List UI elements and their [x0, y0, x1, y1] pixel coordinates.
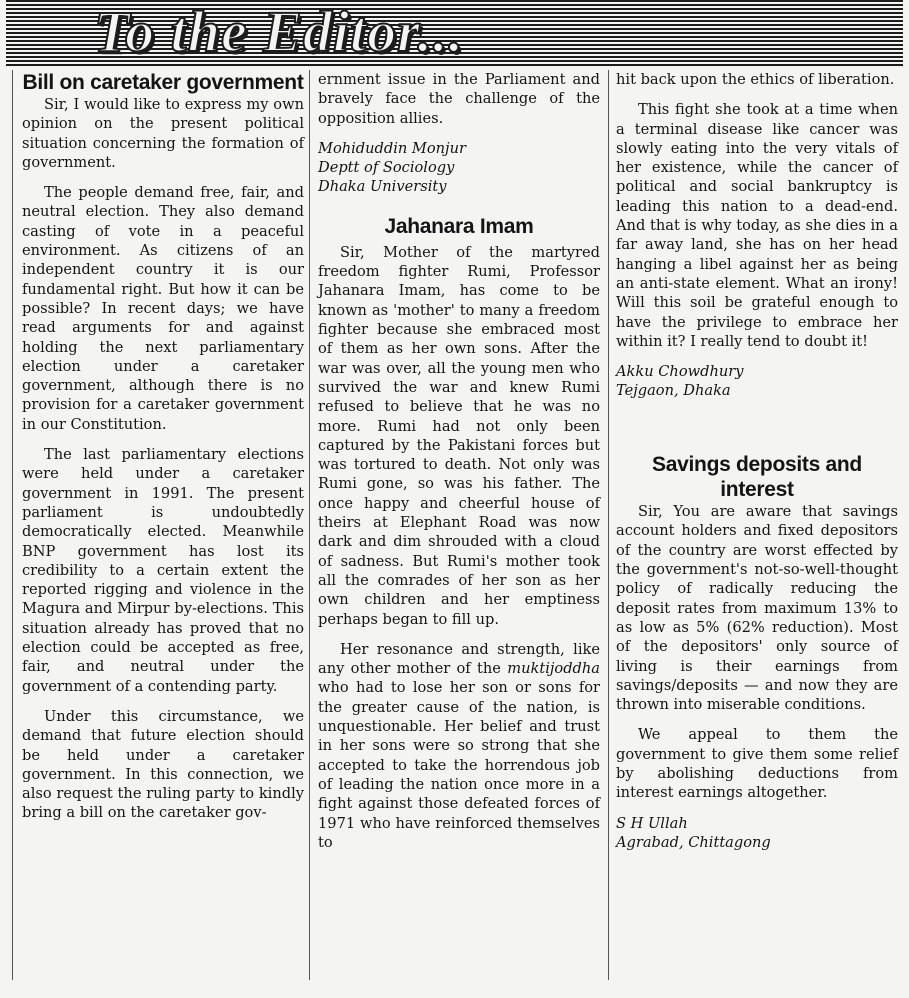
text-run: who had to lose her son or sons for the greater cause of the nation, is unquestionable. Her belief and trust in her sons were so strong that she accepted to take the horrendous job of leading the nation once more in a fight against those defeated forces of 1971 who have reinforced themselves to: [318, 679, 600, 851]
letter-heading: Savings deposits and interest: [652, 453, 862, 502]
signature-name: S H Ullah: [616, 814, 688, 832]
letter-paragraph: Under this circumstance, we demand that future election should be held under a caretaker government. In this connection, we also request the ruling party to kindly bring a bill on the caretaker gov-: [22, 707, 304, 822]
letter-signature: [616, 814, 898, 852]
section-title: To the Editor...: [94, 0, 465, 64]
letter-heading: Bill on caretaker government: [22, 71, 304, 94]
letter-paragraph: We appeal to them the government to give them some relief by abolishing deductions from interest earnings altogether.: [616, 726, 898, 802]
letter-signature: [318, 139, 600, 196]
signature-name: Akku Chowdhury: [616, 363, 744, 381]
emphasis-word: muktijoddha: [507, 660, 600, 678]
letter-paragraph: [318, 640, 600, 852]
signature-line: Agrabad, Chittagong: [616, 833, 771, 851]
column-1: [22, 70, 304, 834]
letter-paragraph-continued: hit back upon the ethics of liberation.: [616, 71, 895, 88]
letter-paragraph: The people demand free, fair, and neutral election. They also demand casting of vote in a peaceful environment. As citizens of an independent country it is our fundamental right. But how it can be possible? In recent days; we have read arguments for and against holding the next parliamentary election under a caretaker government, although there is no provision for a caretaker government in our Constitution.: [22, 184, 304, 433]
signature-line: Tejgaon, Dhaka: [616, 382, 731, 400]
column-2: [318, 70, 600, 863]
column-3: [616, 70, 898, 852]
signature-line: Deptt of Sociology: [318, 158, 455, 176]
signature-name: Mohiduddin Monjur: [318, 139, 466, 157]
letter-heading: Jahanara Imam: [384, 214, 534, 238]
column-rule: [12, 70, 13, 980]
letter-signature: [616, 362, 898, 400]
column-rule: [608, 70, 609, 980]
text-run: Her resonance and strength, like any other mother of the: [318, 640, 600, 678]
column-rule: [309, 70, 310, 980]
letter-paragraph: Sir, You are aware that savings account holders and fixed depositors of the country are worst effected by the government's not-so-well-thought policy of radically reducing the deposit rates from maximum 13% to as low as 5% (62% reduction). Most of the depositors' only source of living is their earnings from savings/deposits — and now they are thrown into miserable conditions.: [616, 503, 898, 714]
letter-paragraph-continued: ernment issue in the Parliament and bravely face the challenge of the opposition allies.: [318, 71, 600, 127]
letter-paragraph: This fight she took at a time when a terminal disease like cancer was slowly eating into the very vitals of her existence, while the cancer of political and social bankruptcy is leading this nation to a dead-end. And that is why today, as she dies in a far away land, she has on her head hanging a libel against her as being an anti-state element. What an irony! Will this soil be grateful enough to have the privilege to embrace her within it? I really tend to doubt it!: [616, 101, 898, 350]
signature-line: Dhaka University: [318, 177, 447, 195]
letter-paragraph: Sir, Mother of the martyred freedom fighter Rumi, Professor Jahanara Imam, has come to be known as 'mother' to many a freedom fighter because she embraced most of them as her own sons. After the war was over, all the young men who survived the war and knew Rumi refused to believe that he was no more. Rumi had not only been captured by the Pakistani forces but was tortured to death. Not only was Rumi gone, so was his father. The once happy and cheerful house of theirs at Elephant Road was now dark and dim shrouded with a cloud of sadness. But Rumi's mother took all the comrades of her son as her own children and her emptiness perhaps began to fill up.: [318, 243, 600, 628]
letter-paragraph: Sir, I would like to express my own opinion on the present political situation concerning the formation of government.: [22, 96, 304, 171]
section-banner: [6, 0, 903, 66]
letter-paragraph: The last parliamentary elections were held under a caretaker government in 1991. The present parliament is undoubtedly democratically elected. Meanwhile BNP government has lost its credibility to a certain extent the reported rigging and violence in the Magura and Mirpur by-elections. This situation already has proved that no election could be accepted as free, fair, and neutral under the government of a contending party.: [22, 446, 304, 695]
